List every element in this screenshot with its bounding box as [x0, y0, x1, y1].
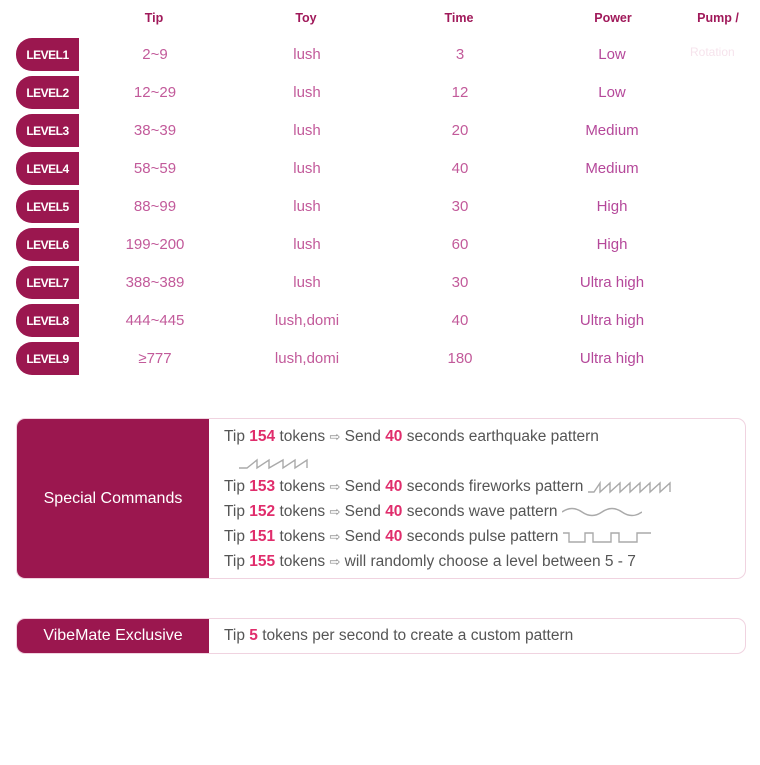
send-word: Send: [344, 503, 381, 520]
time-value: 30: [451, 198, 469, 215]
special-commands-label: Special Commands: [17, 419, 209, 578]
pulse-pattern-icon: [563, 530, 653, 544]
special-command-line: [224, 528, 653, 546]
header-power: Power: [594, 11, 632, 25]
time-value: 30: [451, 274, 469, 291]
toy-value: lush: [293, 84, 321, 101]
toy-value: lush: [293, 236, 321, 253]
toy-value: lush: [293, 46, 321, 63]
power-value: Ultra high: [579, 312, 645, 329]
level-badge: LEVEL1: [16, 38, 79, 71]
header-rotation: Rotation: [690, 45, 735, 59]
time-value: 12: [451, 84, 469, 101]
earthquake-pattern-icon: [239, 454, 311, 472]
level-row: [16, 190, 746, 223]
wave-pattern-icon: [562, 505, 642, 519]
tip-word: Tip: [224, 627, 245, 644]
time-value: 3: [455, 46, 465, 63]
level-row: [16, 114, 746, 147]
arrow-icon: ⇨: [329, 429, 341, 444]
level-row: [16, 152, 746, 185]
power-value: Low: [598, 84, 626, 101]
tokens-word: tokens: [279, 553, 326, 570]
level-badge: LEVEL2: [16, 76, 79, 109]
power-value: Medium: [585, 160, 639, 177]
token-amount: 155: [249, 553, 276, 570]
arrow-icon: ⇨: [329, 554, 341, 569]
tip-range: 2~9: [142, 46, 168, 63]
power-value: Medium: [585, 122, 639, 139]
special-command-line: [224, 503, 642, 521]
power-value: Ultra high: [579, 350, 645, 367]
tip-range: 444~445: [125, 312, 185, 329]
seconds-amount: 40: [385, 428, 403, 445]
power-value: Low: [598, 46, 626, 63]
tip-word: Tip: [224, 553, 245, 570]
token-amount: 152: [249, 503, 276, 520]
header-toy: Toy: [295, 11, 317, 25]
arrow-icon: ⇨: [329, 504, 341, 519]
level-row: [16, 38, 746, 71]
arrow-icon: ⇨: [329, 479, 341, 494]
special-command-line: [224, 553, 636, 571]
tip-range: 38~39: [133, 122, 177, 139]
token-amount: 154: [249, 428, 276, 445]
vibemate-description: [224, 627, 573, 645]
level-row: [16, 266, 746, 299]
tokens-word: tokens: [279, 503, 326, 520]
tip-word: Tip: [224, 503, 245, 520]
tokens-word: tokens: [279, 428, 326, 445]
level-badge: LEVEL5: [16, 190, 79, 223]
toy-value: lush,domi: [274, 312, 340, 329]
time-value: 180: [447, 350, 473, 367]
token-amount: 153: [249, 478, 276, 495]
special-command-line: [224, 428, 599, 446]
tip-range: 12~29: [133, 84, 177, 101]
tokens-word: tokens: [279, 528, 326, 545]
header-pump: Pump /: [697, 11, 739, 25]
tip-range: 199~200: [125, 236, 185, 253]
toy-value: lush: [293, 198, 321, 215]
send-word: Send: [344, 478, 381, 495]
level-badge: LEVEL6: [16, 228, 79, 261]
toy-value: lush,domi: [274, 350, 340, 367]
command-description: seconds fireworks pattern: [406, 478, 584, 495]
tip-word: Tip: [224, 528, 245, 545]
command-description: seconds wave pattern: [406, 503, 558, 520]
power-value: High: [596, 198, 628, 215]
tip-word: Tip: [224, 478, 245, 495]
level-badge: LEVEL8: [16, 304, 79, 337]
power-value: High: [596, 236, 628, 253]
toy-value: lush: [293, 122, 321, 139]
time-value: 60: [451, 236, 469, 253]
level-row: [16, 304, 746, 337]
toy-value: lush: [293, 274, 321, 291]
arrow-icon: ⇨: [329, 529, 341, 544]
level-badge: LEVEL9: [16, 342, 79, 375]
header-time: Time: [444, 11, 474, 25]
send-word: Send: [344, 428, 381, 445]
level-row: [16, 76, 746, 109]
command-description: seconds pulse pattern: [406, 528, 559, 545]
tip-word: Tip: [224, 428, 245, 445]
token-amount: 5: [249, 627, 258, 644]
time-value: 40: [451, 160, 469, 177]
level-row: [16, 228, 746, 261]
time-value: 20: [451, 122, 469, 139]
seconds-amount: 40: [385, 503, 403, 520]
tip-range: ≥777: [138, 350, 172, 367]
time-value: 40: [451, 312, 469, 329]
token-amount: 151: [249, 528, 276, 545]
vibemate-label: VibeMate Exclusive: [17, 619, 209, 653]
tip-range: 88~99: [133, 198, 177, 215]
header-tip: Tip: [144, 11, 164, 25]
seconds-amount: 40: [385, 478, 403, 495]
level-badge: LEVEL3: [16, 114, 79, 147]
special-commands-panel: [16, 418, 746, 579]
command-description: will randomly choose a level between 5 - 7: [344, 553, 636, 570]
level-badge: LEVEL7: [16, 266, 79, 299]
power-value: Ultra high: [579, 274, 645, 291]
tip-range: 388~389: [125, 274, 185, 291]
command-description: seconds earthquake pattern: [406, 428, 599, 445]
send-word: Send: [344, 528, 381, 545]
vibemate-text: tokens per second to create a custom pattern: [262, 627, 574, 644]
level-row: [16, 342, 746, 375]
vibemate-panel: [16, 618, 746, 654]
level-badge: LEVEL4: [16, 152, 79, 185]
special-command-line: [224, 478, 674, 496]
tip-range: 58~59: [133, 160, 177, 177]
seconds-amount: 40: [385, 528, 403, 545]
toy-value: lush: [293, 160, 321, 177]
tokens-word: tokens: [279, 478, 326, 495]
fireworks-pattern-icon: [588, 480, 674, 494]
